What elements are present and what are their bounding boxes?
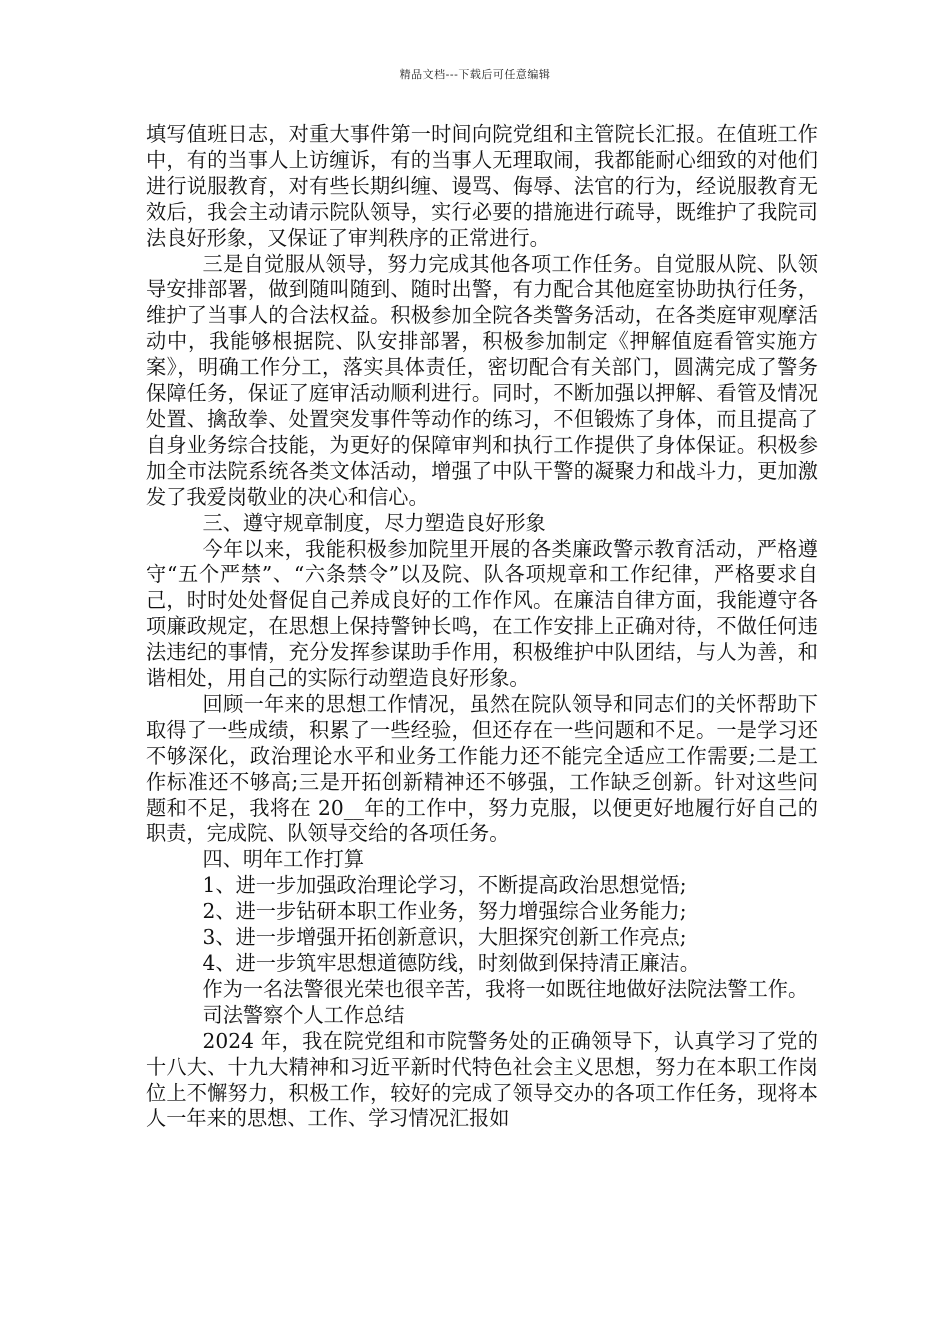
section-title-summary: 司法警察个人工作总结: [202, 1002, 405, 1027]
paragraph-integrity: 今年以来，我能积极参加院里开展的各类廉政警示教育活动，严格遵守“五个严禁”、“六条禁令”以及院、队各项规章和工作纪律，严格要求自己，时时处处督促自己养成良好的工作作风。在廉洁自律方面，我能遵守各项廉政规定，在思想上保持警钟长鸣，在工作安排上正确对待，不做任何违法违纪的事情，充分发挥参谋助手作用，积极维护中队团结，与人为善，和谐相处，用自己的实际行动塑造良好形象。: [146, 536, 818, 691]
plan-item-3: 3、进一步增强开拓创新意识，大胆探究创新工作亮点;: [202, 925, 687, 950]
document-body: [146, 122, 818, 1132]
plan-item-4: 4、进一步筑牢思想道德防线，时刻做到保持清正廉洁。: [202, 951, 700, 975]
page-header: 精品文档---下载后可任意编辑: [399, 68, 551, 81]
paragraph-closing: 作为一名法警很光荣也很辛苦，我将一如既往地做好法院法警工作。: [202, 976, 809, 1001]
paragraph-duty-log: 填写值班日志，对重大事件第一时间向院党组和主管院长汇报。在值班工作中，有的当事人上访缠诉，有的当事人无理取闹，我都能耐心细致的对他们进行说服教育，对有些长期纠缠、谩骂、侮辱、法官的行为，经说服教育无效后，我会主动请示院队领导，实行必要的措施进行疏导，既维护了我院司法良好形象，又保证了审判秩序的正常进行。: [146, 122, 818, 250]
paragraph-review: 回顾一年来的思想工作情况，虽然在院队领导和同志们的关怀帮助下取得了一些成绩，积累了一些经验，但还存在一些问题和不足。一是学习还不够深化，政治理论水平和业务工作能力还不能完全适应工作需要;二是工作标准还不够高;三是开拓创新精神还不够强，工作缺乏创新。针对这些问题和不足，我将在 20__年的工作中，努力克服，以便更好地履行好自己的职责，完成院、队领导交给的各项任务。: [146, 691, 818, 846]
plan-item-1: 1、进一步加强政治理论学习，不断提高政治思想觉悟;: [202, 873, 687, 898]
section-heading-plan: 四、明年工作打算: [202, 847, 365, 872]
paragraph-summary-intro: 2024 年，我在院党组和市院警务处的正确领导下，认真学习了党的十八大、十九大精神和习近平新时代特色社会主义思想，努力在本职工作岗位上不懈努力，积极工作，较好的完成了领导交办的各项工作任务，现将本人一年来的思想、工作、学习情况汇报如: [146, 1028, 818, 1131]
plan-item-2: 2、进一步钻研本职工作业务，努力增强综合业务能力;: [202, 899, 687, 924]
paragraph-obey-leadership: 三是自觉服从领导，努力完成其他各项工作任务。自觉服从院、队领导安排部署，做到随叫随到、随时出警，有力配合其他庭室协助执行任务，维护了当事人的合法权益。积极参加全院各类警务活动，在各类庭审观摩活动中，我能够根据院、队安排部署，积极参加制定《押解值庭看管实施方案》，明确工作分工，落实具体责任，密切配合有关部门，圆满完成了警务保障任务，保证了庭审活动顺利进行。同时，不断加强以押解、看管及情况处置、擒敌拳、处置突发事件等动作的练习，不但锻炼了身体，而且提高了自身业务综合技能，为更好的保障审判和执行工作提供了身体保证。积极参加全市法院系统各类文体活动，增强了中队干警的凝聚力和战斗力，更加激发了我爱岗敬业的决心和信心。: [146, 251, 818, 509]
section-heading-rules: 三、遵守规章制度，尽力塑造良好形象: [202, 510, 546, 535]
